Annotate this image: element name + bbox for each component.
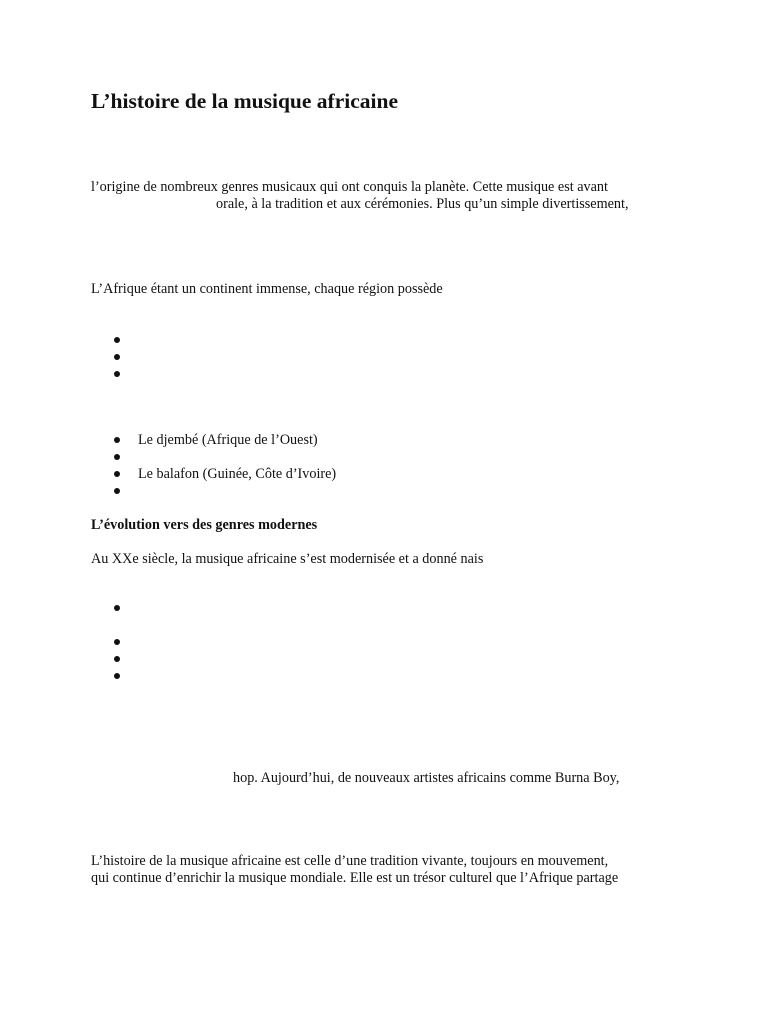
regions-paragraph: L’Afrique étant un continent immense, chaque région possède — [91, 281, 443, 297]
list-bullet — [114, 605, 120, 611]
modern-paragraph: Au XXe siècle, la musique africaine s’est modernisée et a donné nais — [91, 551, 484, 567]
list-bullet — [114, 337, 120, 343]
list-bullet — [114, 354, 120, 360]
list-bullet — [114, 454, 120, 460]
page-title: L’histoire de la musique africaine — [91, 89, 398, 113]
modern-fragment: hop. Aujourd’hui, de nouveaux artistes africains comme Burna Boy, — [233, 770, 620, 786]
list-item: Le balafon (Guinée, Côte d’Ivoire) — [138, 466, 337, 482]
list-item: Le djembé (Afrique de l’Ouest) — [138, 432, 318, 448]
intro-line-1: l’origine de nombreux genres musicaux qui ont conquis la planète. Cette musique est avant — [91, 179, 608, 195]
list-bullet — [114, 488, 120, 494]
list-bullet — [114, 639, 120, 645]
conclusion-line-1: L’histoire de la musique africaine est celle d’une tradition vivante, toujours en mouvement, — [91, 853, 609, 869]
list-bullet — [114, 371, 120, 377]
list-bullet — [114, 673, 120, 679]
list-bullet — [114, 656, 120, 662]
list-bullet — [114, 437, 120, 443]
section-heading: L’évolution vers des genres modernes — [91, 517, 318, 533]
conclusion-line-2: qui continue d’enrichir la musique mondiale. Elle est un trésor culturel que l’Afrique partage — [91, 870, 619, 886]
intro-line-2: orale, à la tradition et aux cérémonies. Plus qu’un simple divertissement, — [216, 196, 629, 212]
list-bullet — [114, 471, 120, 477]
